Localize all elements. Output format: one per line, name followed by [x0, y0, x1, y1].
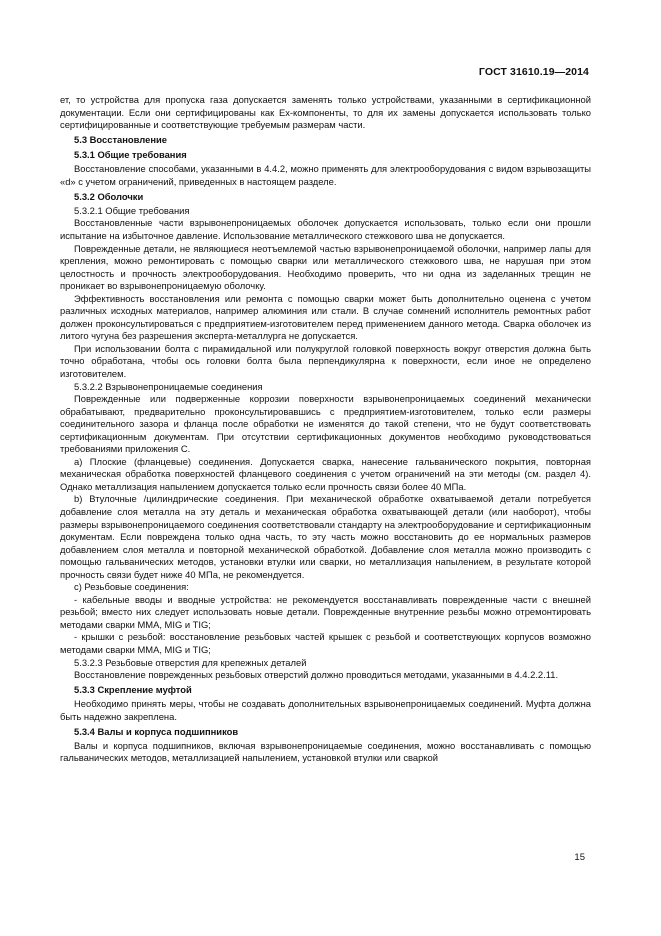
section-heading: 5.3.4 Валы и корпуса подшипников: [74, 725, 239, 737]
section-heading: 5.3.2 Оболочки: [74, 190, 144, 202]
paragraph: Восстановленные части взрывонепроницаемых оболочек допускается использовать, только если они прошли испытание на избыточное давление. Использование металлического стежкового шва не допускается.: [60, 217, 591, 241]
bullet-item: - кабельные вводы и вводные устройства: не рекомендуется восстанавливать поврежденные части с внешней резьбой; вместо них следует использовать новые детали. Поврежденные внутренние резьбы можно отремонтировать методами сварки ММА, MIG и TIG;: [60, 593, 591, 630]
paragraph: Восстановление способами, указанными в 4.4.2, можно применять для электрооборудования с видом взрывозащиты «d» с учетом ограничений, приведенных в настоящем разделе.: [60, 163, 591, 187]
paragraph: Поврежденные или подверженные коррозии поверхности взрывонепроницаемых соединений механически обрабатывают, предварительно проконсультировавшись с предприятием-изготовителем, только если размеры соединительного зазора и фланца после обработки не изменятся до такой степени, что не будут соответствовать сертификационным документам. При отсутствии сертификационных документов необходимо руководствоваться требованиями приложения С.: [60, 393, 591, 455]
list-item: c) Резьбовые соединения:: [74, 581, 189, 593]
paragraph: Валы и корпуса подшипников, включая взрывонепроницаемые соединения, можно восстанавливать с помощью гальванических методов, металлизацией напылением, установкой втулки или сваркой: [60, 739, 591, 764]
list-item: b) Втулочные /цилиндрические соединения. При механической обработке охватываемой детали потребуется добавление слоя металла на эту деталь и механическая обработка охватывающей детали (или наоборот), чтобы размеры взрывонепроницаемого соединения соответствовали стандарту на электрооборудование и сертификационным документам. Если повреждена только одна часть, то эту часть можно восстановить до ее нормальных размеров добавлением слоя металла и повторной механической обработкой. Добавление слоя металла можно производить с помощью гальванических методов, установки втулки или сварки, но металлизация напылением, в результате которой прочность связи будет ниже 40 МПа, не рекомендуется.: [60, 493, 591, 580]
paragraph: Необходимо принять меры, чтобы не создавать дополнительных взрывонепроницаемых соединений. Муфта должна быть надежно закреплена.: [60, 698, 591, 722]
subsection-title: 5.3.2.2 Взрывонепроницаемые соединения: [74, 380, 263, 392]
subsection-title: 5.3.2.1 Общие требования: [74, 204, 190, 216]
section-heading: 5.3.1 Общие требования: [74, 149, 187, 161]
bullet-item: - крышки с резьбой: восстановление резьбовых частей крышек с резьбой и соответствующих корпусов возможно методами сварки ММА, MIG и TIG;: [60, 631, 591, 656]
paragraph-continuation: ет, то устройства для пропуска газа допускается заменять только устройствами, указанными в сертификационной документации. Если они сертифицированы как Ex-компоненты, то для их замены допускается использовать только сертифицированные и соответствующие требуемым размерам части.: [60, 94, 591, 131]
section-heading: 5.3 Восстановление: [74, 134, 167, 146]
paragraph: Восстановление поврежденных резьбовых отверстий должно проводиться методами, указанными в 4.4.2.2.11.: [74, 669, 559, 681]
paragraph: Поврежденные детали, не являющиеся неотъемлемой частью взрывонепроницаемой оболочки, например лапы для крепления, можно ремонтировать с помощью сварки или металлического стежкового шва, не нарушая при этом целостность и прочность электрооборудования. Необходимо проверить, что ни одна из заделанных трещин не проникает во взрывонепроницаемую оболочку.: [60, 242, 591, 292]
document-header: ГОСТ 31610.19—2014: [478, 66, 589, 78]
paragraph: Эффективность восстановления или ремонта с помощью сварки может быть дополнительно оценена с учетом различных исходных материалов, например алюминия или стали. В случае сомнений исполнитель ремонтных работ должен проконсультироваться с предприятием-изготовителем перед применением данного метода. Сварка оболочек из литого чугуна без разрешения эксперта-металлурга не допускается.: [60, 292, 591, 342]
section-heading: 5.3.3 Скрепление муфтой: [74, 684, 192, 696]
subsection-title: 5.3.2.3 Резьбовые отверстия для крепежных деталей: [74, 656, 307, 668]
list-item: a) Плоские (фланцевые) соединения. Допускается сварка, нанесение гальванического покрытия, повторная механическая обработка поверхностей фланцевого соединения с учетом ограничений на эти методы (см. раздел 4). Однако металлизация напылением допускается только если прочность связи более 40 МПа.: [60, 455, 591, 492]
paragraph: При использовании болта с пирамидальной или полукруглой головкой поверхность вокруг отверстия должна быть точно обработана, чтобы ось головки болта была перпендикулярна к поверхности, если иное не определено изготовителем.: [60, 342, 591, 379]
document-body: [60, 94, 591, 765]
page-number: 15: [574, 852, 585, 863]
